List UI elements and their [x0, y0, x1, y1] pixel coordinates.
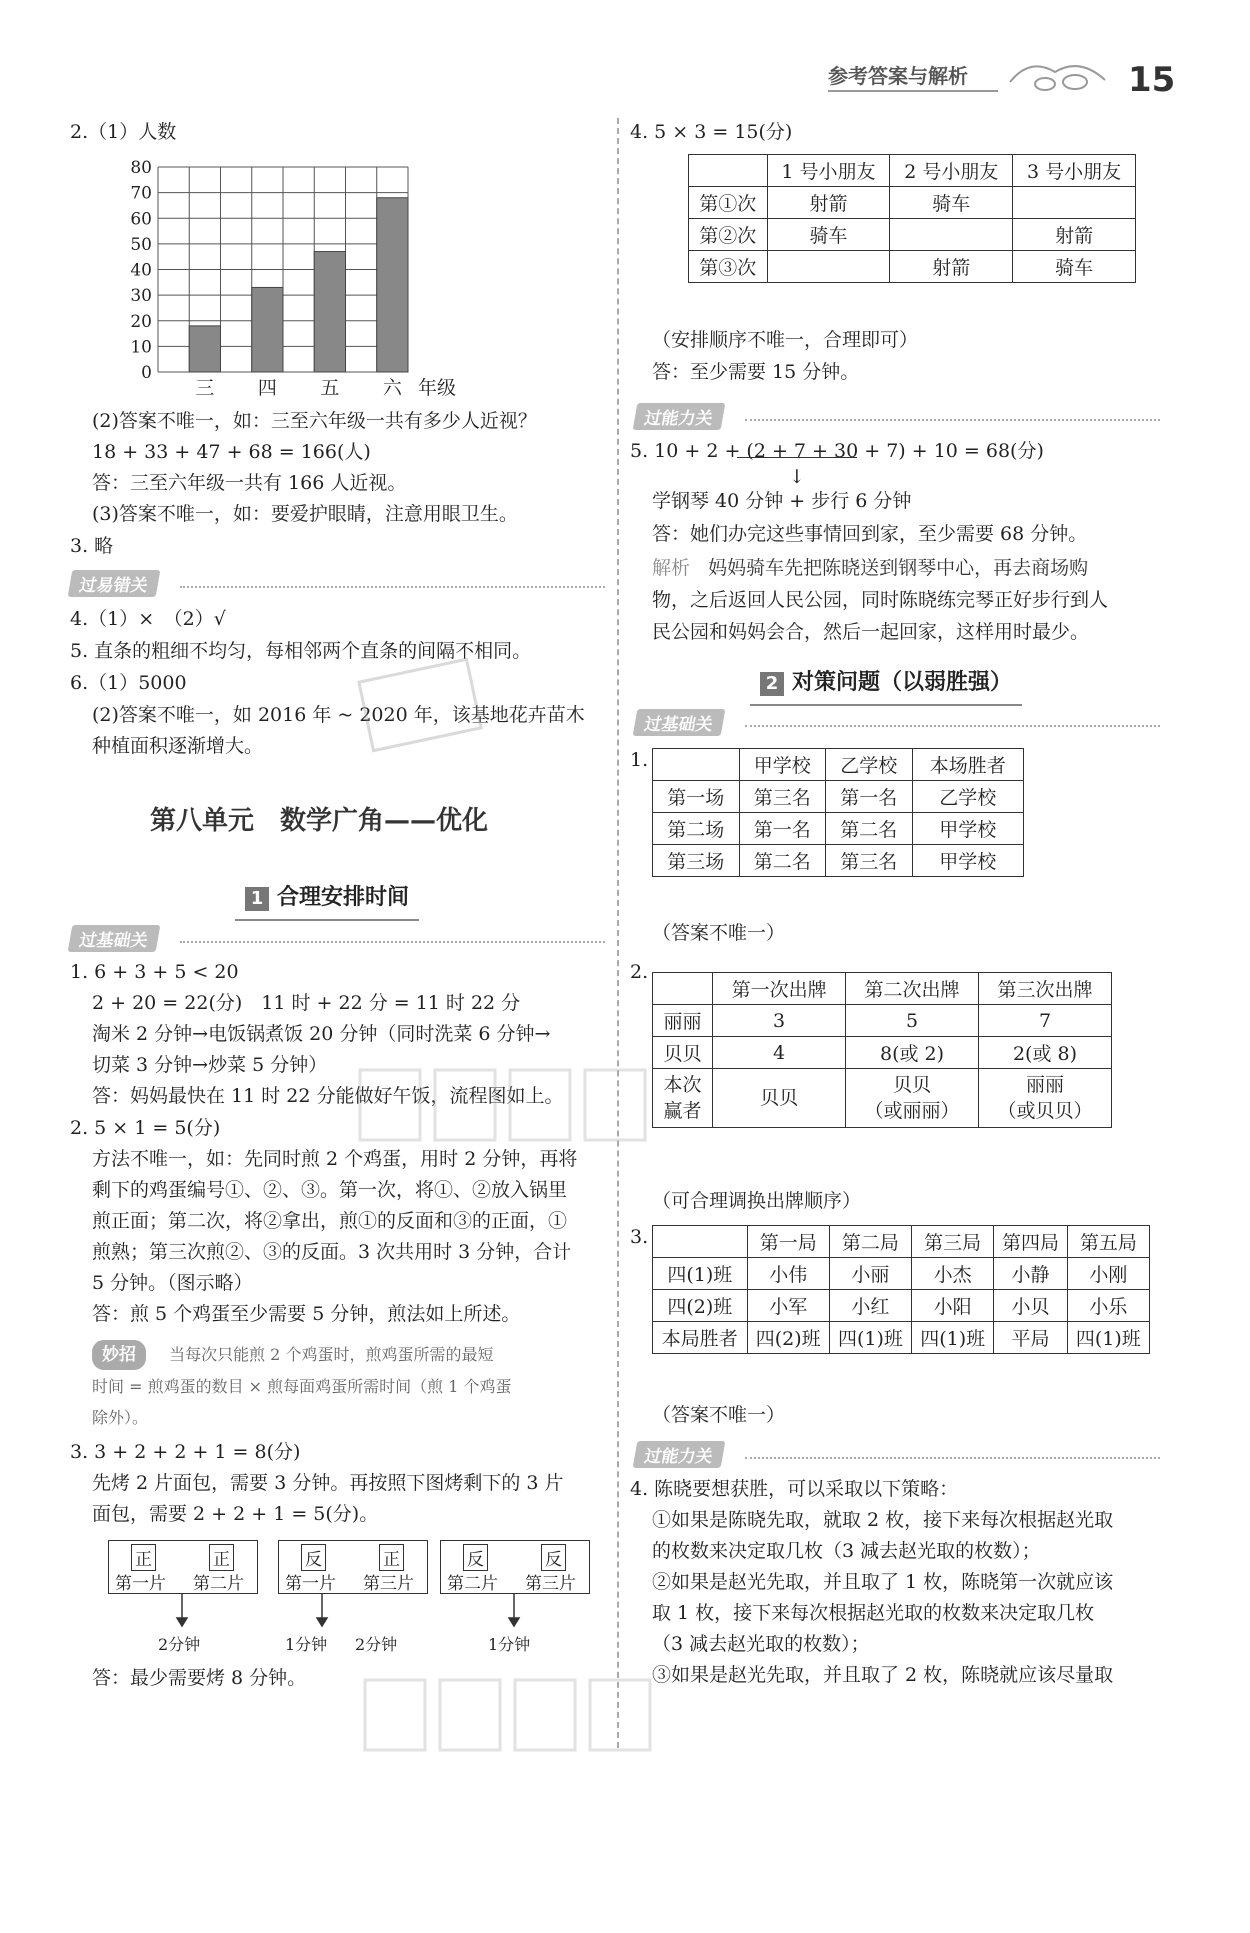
tip-line1: [92, 1340, 493, 1370]
r-q5-underline: [737, 457, 857, 458]
r3-note: （答案不唯一）: [652, 1404, 786, 1426]
p3-line1: 3. 3 + 2 + 2 + 1 = 8(分): [70, 1441, 301, 1463]
topic1-number: 1: [245, 887, 269, 911]
p2-line4: 煎正面；第二次，将②拿出，煎①的反面和③的正面，①: [92, 1210, 568, 1232]
arrangement-table: [688, 154, 1136, 283]
table-cell: 第三名: [826, 845, 913, 877]
table-cell: 甲学校: [739, 749, 826, 781]
table-cell: 丽丽: [653, 1005, 713, 1037]
bar-五: [314, 252, 345, 372]
column-divider: [617, 118, 619, 1748]
p1-line2: 2 + 20 = 22(分) 11 时 + 22 分 = 11 时 22 分: [92, 992, 521, 1014]
table-cell: 第三局: [912, 1226, 994, 1258]
table-cell: 骑车: [1013, 251, 1136, 283]
r-q4-answer: 答：至少需要 15 分钟。: [652, 361, 860, 383]
jiexi-line2: 物，之后返回人民公园，同时陈晓练完琴正好步行到人: [652, 589, 1109, 611]
jiexi-line1: [652, 553, 1088, 583]
r-q4-line1: 4. 5 × 3 = 15(分): [630, 121, 793, 143]
table-cell: 本局胜者: [653, 1322, 748, 1354]
toast-2-side2: 正: [379, 1544, 404, 1571]
r4-line1: 4. 陈晓要想获胜，可以采取以下策略：: [630, 1478, 959, 1500]
table-row: [689, 251, 1136, 283]
section-neng: [635, 403, 1160, 427]
table-cell: 第二局: [829, 1226, 911, 1258]
p2-answer: 答：煎 5 个鸡蛋至少需要 5 分钟，煎法如上所述。: [92, 1303, 521, 1325]
table-row: [653, 1290, 1150, 1322]
table-cell: 第③次: [689, 251, 768, 283]
r2-note: （可合理调换出牌顺序）: [652, 1190, 862, 1212]
bar-三: [189, 326, 220, 372]
table-cell: 贝贝 （或丽丽）: [846, 1069, 979, 1128]
table-cell: 射箭: [767, 187, 890, 219]
table-cell: 第三次出牌: [979, 973, 1112, 1005]
table-cell: 小阳: [912, 1290, 994, 1322]
y-tick-label: 70: [130, 183, 152, 204]
table-header-row: [653, 1226, 1150, 1258]
page-number: 15: [1128, 60, 1176, 100]
topic1-heading: [245, 880, 409, 911]
r4-line5: 取 1 枚，接下来每次根据赵光取的枚数来决定取几枚: [652, 1602, 1095, 1624]
watermark-icon-2: [355, 1665, 655, 1775]
table-cell: 第①次: [689, 187, 768, 219]
table-cell: [653, 973, 713, 1005]
table-cell: 本场胜者: [912, 749, 1023, 781]
p1-answer: 答：妈妈最快在 11 时 22 分能做好午饭，流程图如上。: [92, 1085, 564, 1107]
table-row: [653, 813, 1024, 845]
table-cell: 第②次: [689, 219, 768, 251]
section-jichu-left-label: 过基础关: [68, 925, 161, 952]
table-cell: 小乐: [1067, 1290, 1149, 1322]
r2-number: 2.: [630, 961, 649, 983]
q6-1: 6.（1）5000: [70, 672, 187, 694]
table-cell: [653, 749, 740, 781]
r-q4-note: （安排顺序不唯一，合理即可）: [652, 329, 919, 351]
topic1-title: 合理安排时间: [277, 885, 410, 910]
toast-3-side2: 反: [541, 1544, 566, 1571]
table-cell: 乙学校: [912, 781, 1023, 813]
toast-1-side1: 正: [131, 1544, 156, 1571]
table-cell: 4: [713, 1037, 846, 1069]
school-match-table: [652, 748, 1024, 877]
p3-line3: 面包，需要 2 + 2 + 1 = 5(分)。: [92, 1503, 379, 1525]
table-cell: 1 号小朋友: [767, 155, 890, 187]
table-row: [653, 1037, 1112, 1069]
p3-line2: 先烤 2 片面包，需要 3 分钟。再按照下图烤剩下的 3 片: [92, 1472, 564, 1494]
toast-time-4: 1分钟: [488, 1635, 531, 1654]
jiexi-line3: 民公园和妈妈会合，然后一起回家，这样用时最少。: [652, 621, 1090, 643]
table-cell: 乙学校: [826, 749, 913, 781]
table-cell: 小丽: [829, 1258, 911, 1290]
table-cell: 射箭: [1013, 219, 1136, 251]
table-row: [653, 1069, 1112, 1128]
table-cell: 第二场: [653, 813, 740, 845]
r4-line4: ②如果是赵光先取，并且取了 1 枚，陈晓第一次就应该: [652, 1571, 1114, 1593]
toast-2-cap2: 第三片: [363, 1574, 414, 1594]
p3-answer: 答：最少需要烤 8 分钟。: [92, 1667, 307, 1689]
bar-chart: [110, 150, 560, 400]
table-cell: 第二名: [826, 813, 913, 845]
table-cell: 第四局: [994, 1226, 1067, 1258]
tip-line2: 时间 = 煎鸡蛋的数目 × 煎每面鸡蛋所需时间（煎 1 个鸡蛋: [92, 1377, 512, 1396]
toast-3-cap1: 第二片: [447, 1574, 498, 1594]
stamp-watermark-icon: [345, 650, 495, 760]
table-cell: 四(1)班: [1067, 1322, 1149, 1354]
section-jichu-left: [70, 925, 605, 949]
tip-text1: 当每次只能煎 2 个鸡蛋时，煎鸡蛋所需的最短: [169, 1345, 494, 1364]
header-underline: [828, 90, 998, 92]
x-tick-label: 三: [195, 377, 215, 399]
toast-time-3: 2分钟: [355, 1635, 398, 1654]
q6-2b: 种植面积逐渐增大。: [92, 735, 264, 757]
q2-2: (2)答案不唯一，如：三至六年级一共有多少人近视？: [92, 410, 537, 432]
x-tick-label: 四: [257, 377, 277, 399]
toast-2-cap1: 第一片: [285, 1574, 336, 1594]
p1-line4: 切菜 3 分钟→炒菜 5 分钟）: [92, 1054, 328, 1076]
p2-line5: 煎熟；第三次煎②、③的反面。3 次共用时 3 分钟，合计: [92, 1241, 572, 1263]
toast-1-cap2: 第二片: [193, 1574, 244, 1594]
jiexi-text1: 妈妈骑车先把陈晓送到钢琴中心，再去商场购: [708, 557, 1089, 579]
table-row: [653, 1005, 1112, 1037]
table-cell: 第一名: [739, 813, 826, 845]
y-tick-label: 30: [130, 286, 152, 307]
table-cell: 小杰: [912, 1258, 994, 1290]
table-cell: 3 号小朋友: [1013, 155, 1136, 187]
table-cell: 第一局: [747, 1226, 829, 1258]
q4: 4.（1）× （2）√: [70, 608, 226, 630]
toast-time-2: 1分钟: [285, 1635, 328, 1654]
table-row: [653, 781, 1024, 813]
toast-time-1: 2分钟: [158, 1635, 201, 1654]
r4-line3: 的枚数来决定取几枚（3 减去赵光取的枚数）；: [652, 1540, 1041, 1562]
jiexi-label: 解析: [652, 557, 691, 579]
q5: 5. 直条的粗细不均匀，每相邻两个直条的间隔不相同。: [70, 640, 532, 662]
tip-badge: 妙招: [92, 1340, 146, 1370]
table-cell: 第五局: [1067, 1226, 1149, 1258]
table-cell: 骑车: [890, 187, 1013, 219]
bar-四: [252, 287, 283, 372]
q2-3: (3)答案不唯一，如：要爱护眼睛，注意用眼卫生。: [92, 503, 518, 525]
section-jichu-right: [635, 709, 1160, 733]
table-cell: 第二名: [739, 845, 826, 877]
r-q5-answer: 答：她们办完这些事情回到家，至少需要 68 分钟。: [652, 523, 1088, 545]
p1-line3: 淘米 2 分钟→电饭锅煮饭 20 分钟（同时洗菜 6 分钟→: [92, 1023, 551, 1045]
table-cell: 小军: [747, 1290, 829, 1322]
table-cell: 甲学校: [912, 813, 1023, 845]
x-axis-label: 年级: [418, 377, 457, 399]
topic2-heading: [760, 665, 1012, 696]
r4-line6: （3 减去赵光取的枚数）；: [652, 1633, 870, 1655]
y-tick-label: 20: [130, 311, 152, 332]
r4-line7: ③如果是赵光先取，并且取了 2 枚，陈晓就应该尽量取: [652, 1664, 1114, 1686]
table-header-row: [653, 973, 1112, 1005]
class-match-table: [652, 1225, 1150, 1354]
section-neng-2-label: 过能力关: [633, 1441, 726, 1468]
table-cell: 贝贝: [713, 1069, 846, 1128]
table-cell: 5: [846, 1005, 979, 1037]
table-cell: 平局: [994, 1322, 1067, 1354]
q2-2-calc: 18 + 33 + 47 + 68 = 166(人): [92, 441, 371, 463]
r1-number: 1.: [630, 749, 649, 771]
y-tick-label: 0: [141, 363, 152, 383]
header-decoration-icon: [1005, 52, 1115, 97]
section-yicuo-label: 过易错关: [68, 570, 161, 597]
table-row: [689, 219, 1136, 251]
table-cell: [890, 219, 1013, 251]
y-tick-label: 50: [130, 234, 152, 255]
watermark-icon: [350, 1055, 650, 1165]
table-cell: 7: [979, 1005, 1112, 1037]
table-cell: 第三名: [739, 781, 826, 813]
r1-note: （答案不唯一）: [652, 922, 786, 944]
topic2-number: 2: [760, 672, 784, 696]
table-cell: 四(2)班: [653, 1290, 748, 1322]
table-cell: 四(1)班: [912, 1322, 994, 1354]
table-cell: 小贝: [994, 1290, 1067, 1322]
toast-2-side1: 反: [301, 1544, 326, 1571]
table-row: [653, 845, 1024, 877]
section-neng-label: 过能力关: [633, 403, 726, 430]
table-header-row: [653, 749, 1024, 781]
table-cell: 小伟: [747, 1258, 829, 1290]
table-cell: 8(或 2): [846, 1037, 979, 1069]
table-cell: 第一名: [826, 781, 913, 813]
table-cell: 第二次出牌: [846, 973, 979, 1005]
x-tick-label: 五: [320, 377, 340, 399]
unit-title: 第八单元 数学广角——优化: [150, 806, 489, 836]
r-q5-arrow: ↓: [789, 466, 805, 488]
p2-line2: 方法不唯一，如：先同时煎 2 个鸡蛋，用时 2 分钟，再将: [92, 1148, 578, 1170]
tip-line3: 除外）。: [92, 1408, 149, 1427]
p2-line3: 剩下的鸡蛋编号①、②、③。第一次，将①、②放入锅里: [92, 1179, 568, 1201]
table-row: [653, 1322, 1150, 1354]
table-cell: [689, 155, 768, 187]
toast-1-side2: 正: [209, 1544, 234, 1571]
table-cell: 3: [713, 1005, 846, 1037]
table-cell: 小刚: [1067, 1258, 1149, 1290]
r-q5-line1: 5. 10 + 2 + (2 + 7 + 30 + 7) + 10 = 68(分): [630, 440, 1044, 462]
table-cell: 甲学校: [912, 845, 1023, 877]
toast-3-cap2: 第三片: [525, 1574, 576, 1594]
table-header-row: [689, 155, 1136, 187]
toast-1-cap1: 第一片: [115, 1574, 166, 1594]
p2-line6: 5 分钟。（图示略）: [92, 1272, 253, 1294]
bar-六: [377, 198, 408, 372]
table-cell: 2(或 8): [979, 1037, 1112, 1069]
r-q5-line2: 学钢琴 40 分钟 + 步行 6 分钟: [652, 490, 912, 512]
x-tick-label: 六: [382, 377, 402, 399]
q3: 3. 略: [70, 535, 114, 557]
table-cell: [653, 1226, 748, 1258]
q6-2a: (2)答案不唯一，如 2016 年 ~ 2020 年，该基地花卉苗木: [92, 704, 585, 726]
toast-step-3: [440, 1540, 590, 1594]
r3-number: 3.: [630, 1226, 649, 1248]
table-cell: 射箭: [890, 251, 1013, 283]
table-cell: 四(2)班: [747, 1322, 829, 1354]
toast-3-side1: 反: [463, 1544, 488, 1571]
table-cell: 2 号小朋友: [890, 155, 1013, 187]
toast-step-1: [108, 1540, 258, 1594]
y-tick-label: 10: [130, 337, 152, 358]
header-title: 参考答案与解析: [828, 64, 968, 88]
table-cell: 小红: [829, 1290, 911, 1322]
card-table: [652, 972, 1112, 1128]
table-cell: 丽丽 （或贝贝）: [979, 1069, 1112, 1128]
section-neng-2: [635, 1441, 1160, 1465]
topic2-title: 对策问题（以弱胜强）: [792, 670, 1013, 695]
table-cell: 骑车: [767, 219, 890, 251]
section-jichu-right-label: 过基础关: [633, 709, 726, 736]
toast-step-2: [278, 1540, 428, 1594]
q2-label: 2.（1）人数: [70, 121, 177, 143]
section-yicuo: [70, 570, 605, 594]
p2-line1: 2. 5 × 1 = 5(分): [70, 1117, 221, 1139]
table-cell: [767, 251, 890, 283]
y-tick-label: 80: [130, 158, 152, 178]
y-tick-label: 60: [130, 209, 152, 230]
table-cell: 四(1)班: [653, 1258, 748, 1290]
table-cell: [1013, 187, 1136, 219]
r4-line2: ①如果是陈晓先取，就取 2 枚，接下来每次根据赵光取: [652, 1509, 1114, 1531]
table-row: [653, 1258, 1150, 1290]
y-tick-label: 40: [130, 260, 152, 281]
p1-line1: 1. 6 + 3 + 5 < 20: [70, 961, 239, 983]
table-row: [689, 187, 1136, 219]
table-cell: 贝贝: [653, 1037, 713, 1069]
table-cell: 第一次出牌: [713, 973, 846, 1005]
table-cell: 第三场: [653, 845, 740, 877]
table-cell: 小静: [994, 1258, 1067, 1290]
q2-2-answer: 答：三至六年级一共有 166 人近视。: [92, 472, 407, 494]
table-cell: 本次 赢者: [653, 1069, 713, 1128]
table-cell: 四(1)班: [829, 1322, 911, 1354]
table-cell: 第一场: [653, 781, 740, 813]
